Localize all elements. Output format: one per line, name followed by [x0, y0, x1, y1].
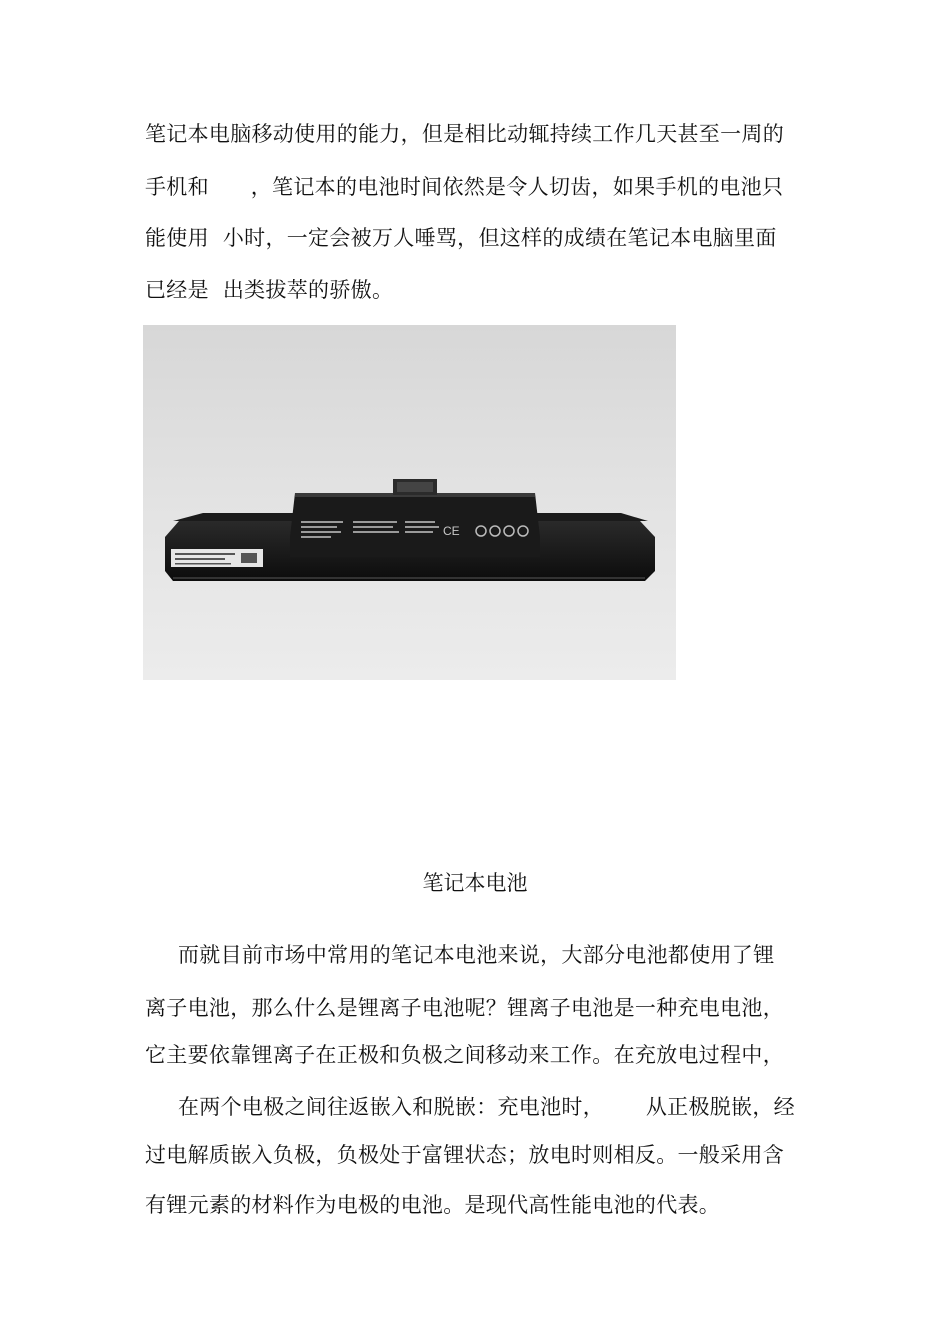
laptop-battery-photo — [143, 325, 676, 680]
paragraph-1-line-1: 笔记本电脑移动使用的能力，但是相比动辄持续工作几天甚至一周的 — [145, 122, 784, 146]
paragraph-3-line-2: 过电解质嵌入负极，负极处于富锂状态；放电时则相反。一般采用含 — [145, 1143, 784, 1167]
paragraph-3-line-1: 在两个电极之间往返嵌入和脱嵌：充电池时， 从正极脱嵌，经 — [178, 1095, 795, 1119]
svg-text:CE: CE — [443, 524, 460, 538]
paragraph-2-line-3: 它主要依靠锂离子在正极和负极之间移动来工作。在充放电过程中， — [145, 1043, 784, 1067]
figure-caption: 笔记本电池 — [422, 871, 528, 895]
paragraph-1-line-3: 能使用 小时，一定会被万人唾骂，但这样的成绩在笔记本电脑里面 — [145, 226, 777, 250]
paragraph-2-line-1: 而就目前市场中常用的笔记本电池来说，大部分电池都使用了锂 — [178, 943, 775, 967]
paragraph-1-line-2: 手机和 ，笔记本的电池时间依然是令人切齿，如果手机的电池只 — [145, 175, 784, 199]
paragraph-2-line-2: 离子电池，那么什么是锂离子电池呢？锂离子电池是一种充电电池， — [145, 996, 784, 1020]
paragraph-3-line-3: 有锂元素的材料作为电极的电池。是现代高性能电池的代表。 — [145, 1193, 721, 1217]
paragraph-1-line-4: 已经是 出类拔萃的骄傲。 — [145, 278, 394, 302]
